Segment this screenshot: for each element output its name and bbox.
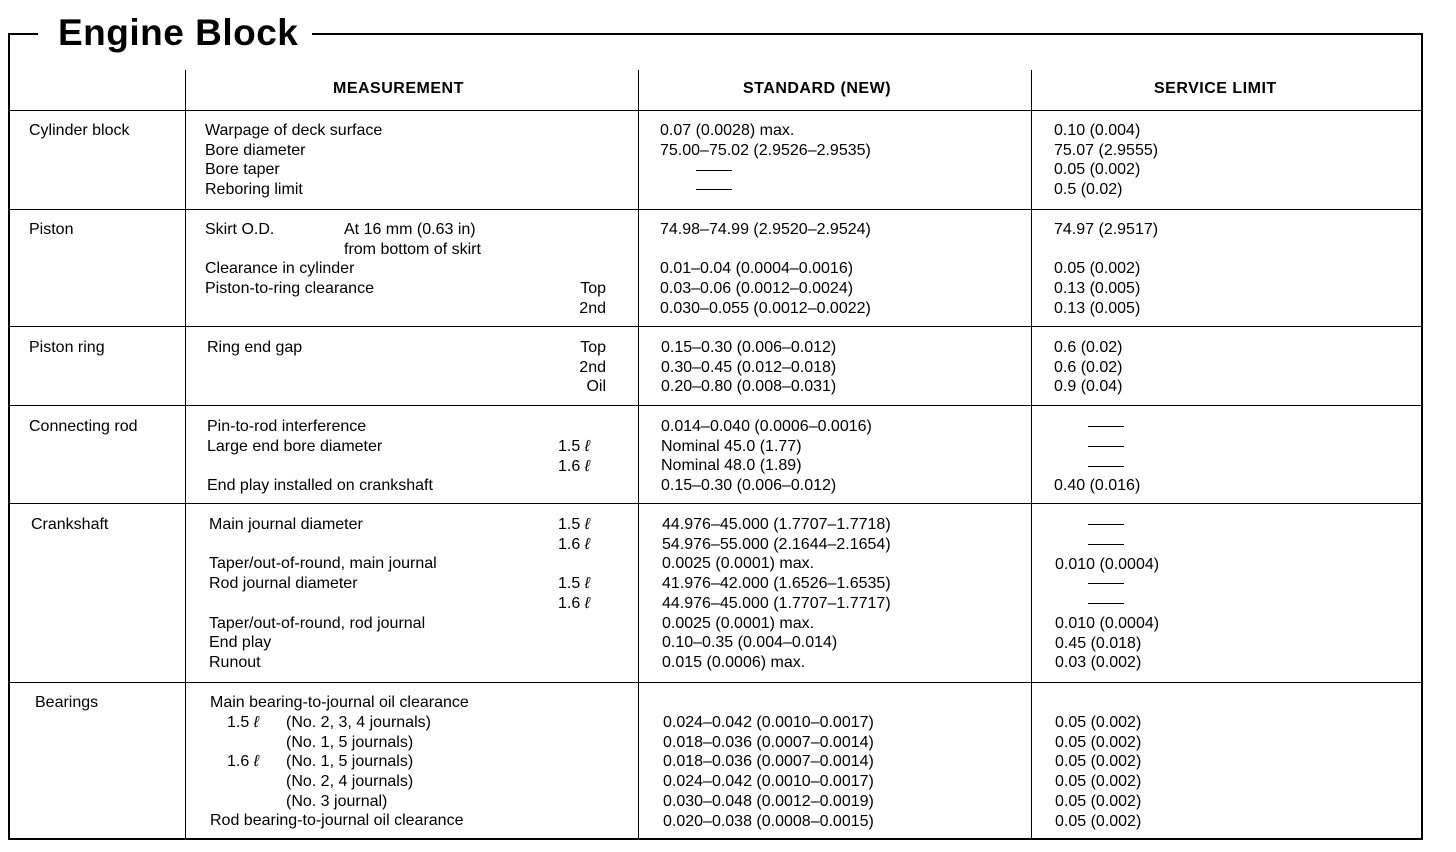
measurement-cell: Main bearing-to-journal oil clearance xyxy=(210,694,469,711)
measurement-cell: Ring end gap xyxy=(207,339,303,356)
row-divider xyxy=(8,209,1423,210)
sub-label: 1.5 ℓ 1.6 ℓ xyxy=(558,438,590,475)
service-cell: 0.40 (0.016) xyxy=(1054,477,1141,494)
service-cell xyxy=(1088,515,1124,554)
row-divider xyxy=(8,110,1423,111)
not-applicable-dash xyxy=(1088,583,1124,584)
service-cell xyxy=(1088,417,1124,476)
section-label: Cylinder block xyxy=(29,122,130,139)
sub-label: 1.5 ℓ 1.6 ℓ 1.5 ℓ 1.6 ℓ xyxy=(558,516,590,612)
section-label: Piston ring xyxy=(29,339,105,356)
frame-border xyxy=(8,33,38,35)
standard-cell: 44.976–45.000 (1.7707–1.7718) 54.976–55.000 (2.1644–2.1654) 0.0025 (0.0001) max. 41.976–42.000 (1.6526–1.6535) 44.976–45.000 (1.7707–1.7717) 0.0025 (0.0001) max. 0.10–0.35 (0.004–0.014) 0.015 (0.0006) max. xyxy=(662,516,891,671)
service-cell xyxy=(1088,574,1124,613)
measurement-note: At 16 mm (0.63 in) from bottom of skirt xyxy=(344,221,481,258)
section-label: Piston xyxy=(29,221,74,238)
section-label: Bearings xyxy=(35,694,99,711)
row-divider xyxy=(8,682,1423,683)
header-service-limit: SERVICE LIMIT xyxy=(1154,80,1277,97)
service-cell: 74.97 (2.9517) 0.05 (0.002) 0.13 (0.005) 0.13 (0.005) xyxy=(1054,221,1159,317)
not-applicable-dash xyxy=(1088,524,1124,525)
not-applicable-dash xyxy=(1088,466,1124,467)
journal-list: (No. 2, 3, 4 journals) (No. 1, 5 journals) (No. 1, 5 journals) (No. 2, 4 journals) (No. 3 journal) xyxy=(286,714,431,810)
frame-border xyxy=(8,838,1423,840)
row-divider xyxy=(8,326,1423,327)
standard-cell: 0.15–0.30 (0.006–0.012) 0.30–0.45 (0.012–0.018) 0.20–0.80 (0.008–0.031) xyxy=(661,339,837,396)
measurement-cell: Rod bearing-to-journal oil clearance xyxy=(210,812,464,829)
not-applicable-dash xyxy=(1088,426,1124,427)
measurement-cell: Clearance in cylinder Piston-to-ring clearance xyxy=(205,260,374,297)
frame-border xyxy=(1421,33,1423,839)
measurement-cell: Warpage of deck surface Bore diameter Bore taper Reboring limit xyxy=(205,122,383,199)
column-divider xyxy=(185,70,186,838)
header-measurement: MEASUREMENT xyxy=(333,80,464,97)
service-cell: 0.10 (0.004) 75.07 (2.9555) 0.05 (0.002) 0.5 (0.02) xyxy=(1054,122,1159,199)
service-cell: 0.010 (0.0004) xyxy=(1055,556,1160,573)
standard-cell: 0.07 (0.0028) max. 75.00–75.02 (2.9526–2.9535) xyxy=(660,121,871,200)
column-divider xyxy=(1031,70,1032,838)
service-cell: 0.010 (0.0004) 0.45 (0.018) 0.03 (0.002) xyxy=(1055,615,1160,672)
not-applicable-dash xyxy=(696,189,732,190)
not-applicable-dash xyxy=(1088,446,1124,447)
header-standard: STANDARD (NEW) xyxy=(743,80,892,97)
measurement-cell: Main journal diameter Taper/out-of-round, main journal Rod journal diameter Taper/out-of-round, rod journal End play Runout xyxy=(209,516,437,671)
standard-cell: 0.024–0.042 (0.0010–0.0017) 0.018–0.036 (0.0007–0.0014) 0.018–0.036 (0.0007–0.0014) 0.024–0.042 (0.0010–0.0017) 0.030–0.048 (0.0012–0.0019) 0.020–0.038 (0.0008–0.0015) xyxy=(663,714,874,830)
service-cell: 0.05 (0.002) 0.05 (0.002) 0.05 (0.002) 0.05 (0.002) 0.05 (0.002) 0.05 (0.002) xyxy=(1055,714,1142,830)
not-applicable-dash xyxy=(1088,544,1124,545)
frame-border xyxy=(312,33,1422,35)
row-divider xyxy=(8,405,1423,406)
sub-label: 1.6 ℓ xyxy=(227,753,259,770)
page-title: Engine Block xyxy=(50,8,306,58)
section-label: Crankshaft xyxy=(31,516,109,533)
not-applicable-dash xyxy=(1088,603,1124,604)
measurement-cell: Pin-to-rod interference Large end bore diameter End play installed on crankshaft xyxy=(207,418,433,495)
not-applicable-dash xyxy=(696,170,732,171)
frame-border xyxy=(8,33,10,839)
sub-label: Top 2nd xyxy=(579,280,606,317)
row-divider xyxy=(8,503,1423,504)
column-divider xyxy=(638,70,639,838)
service-cell: 0.6 (0.02) 0.6 (0.02) 0.9 (0.04) xyxy=(1054,339,1123,396)
sub-label: 1.5 ℓ xyxy=(227,714,259,731)
standard-cell: 0.014–0.040 (0.0006–0.0016) Nominal 45.0 (1.77) Nominal 48.0 (1.89) 0.15–0.30 (0.006–0.012) xyxy=(661,418,872,495)
standard-cell: 74.98–74.99 (2.9520–2.9524) 0.01–0.04 (0.0004–0.0016) 0.03–0.06 (0.0012–0.0024) 0.030–0.055 (0.0012–0.0022) xyxy=(660,221,871,317)
measurement-cell: Skirt O.D. xyxy=(205,221,275,238)
section-label: Connecting rod xyxy=(29,418,138,435)
sub-label: Top 2nd Oil xyxy=(579,339,606,396)
